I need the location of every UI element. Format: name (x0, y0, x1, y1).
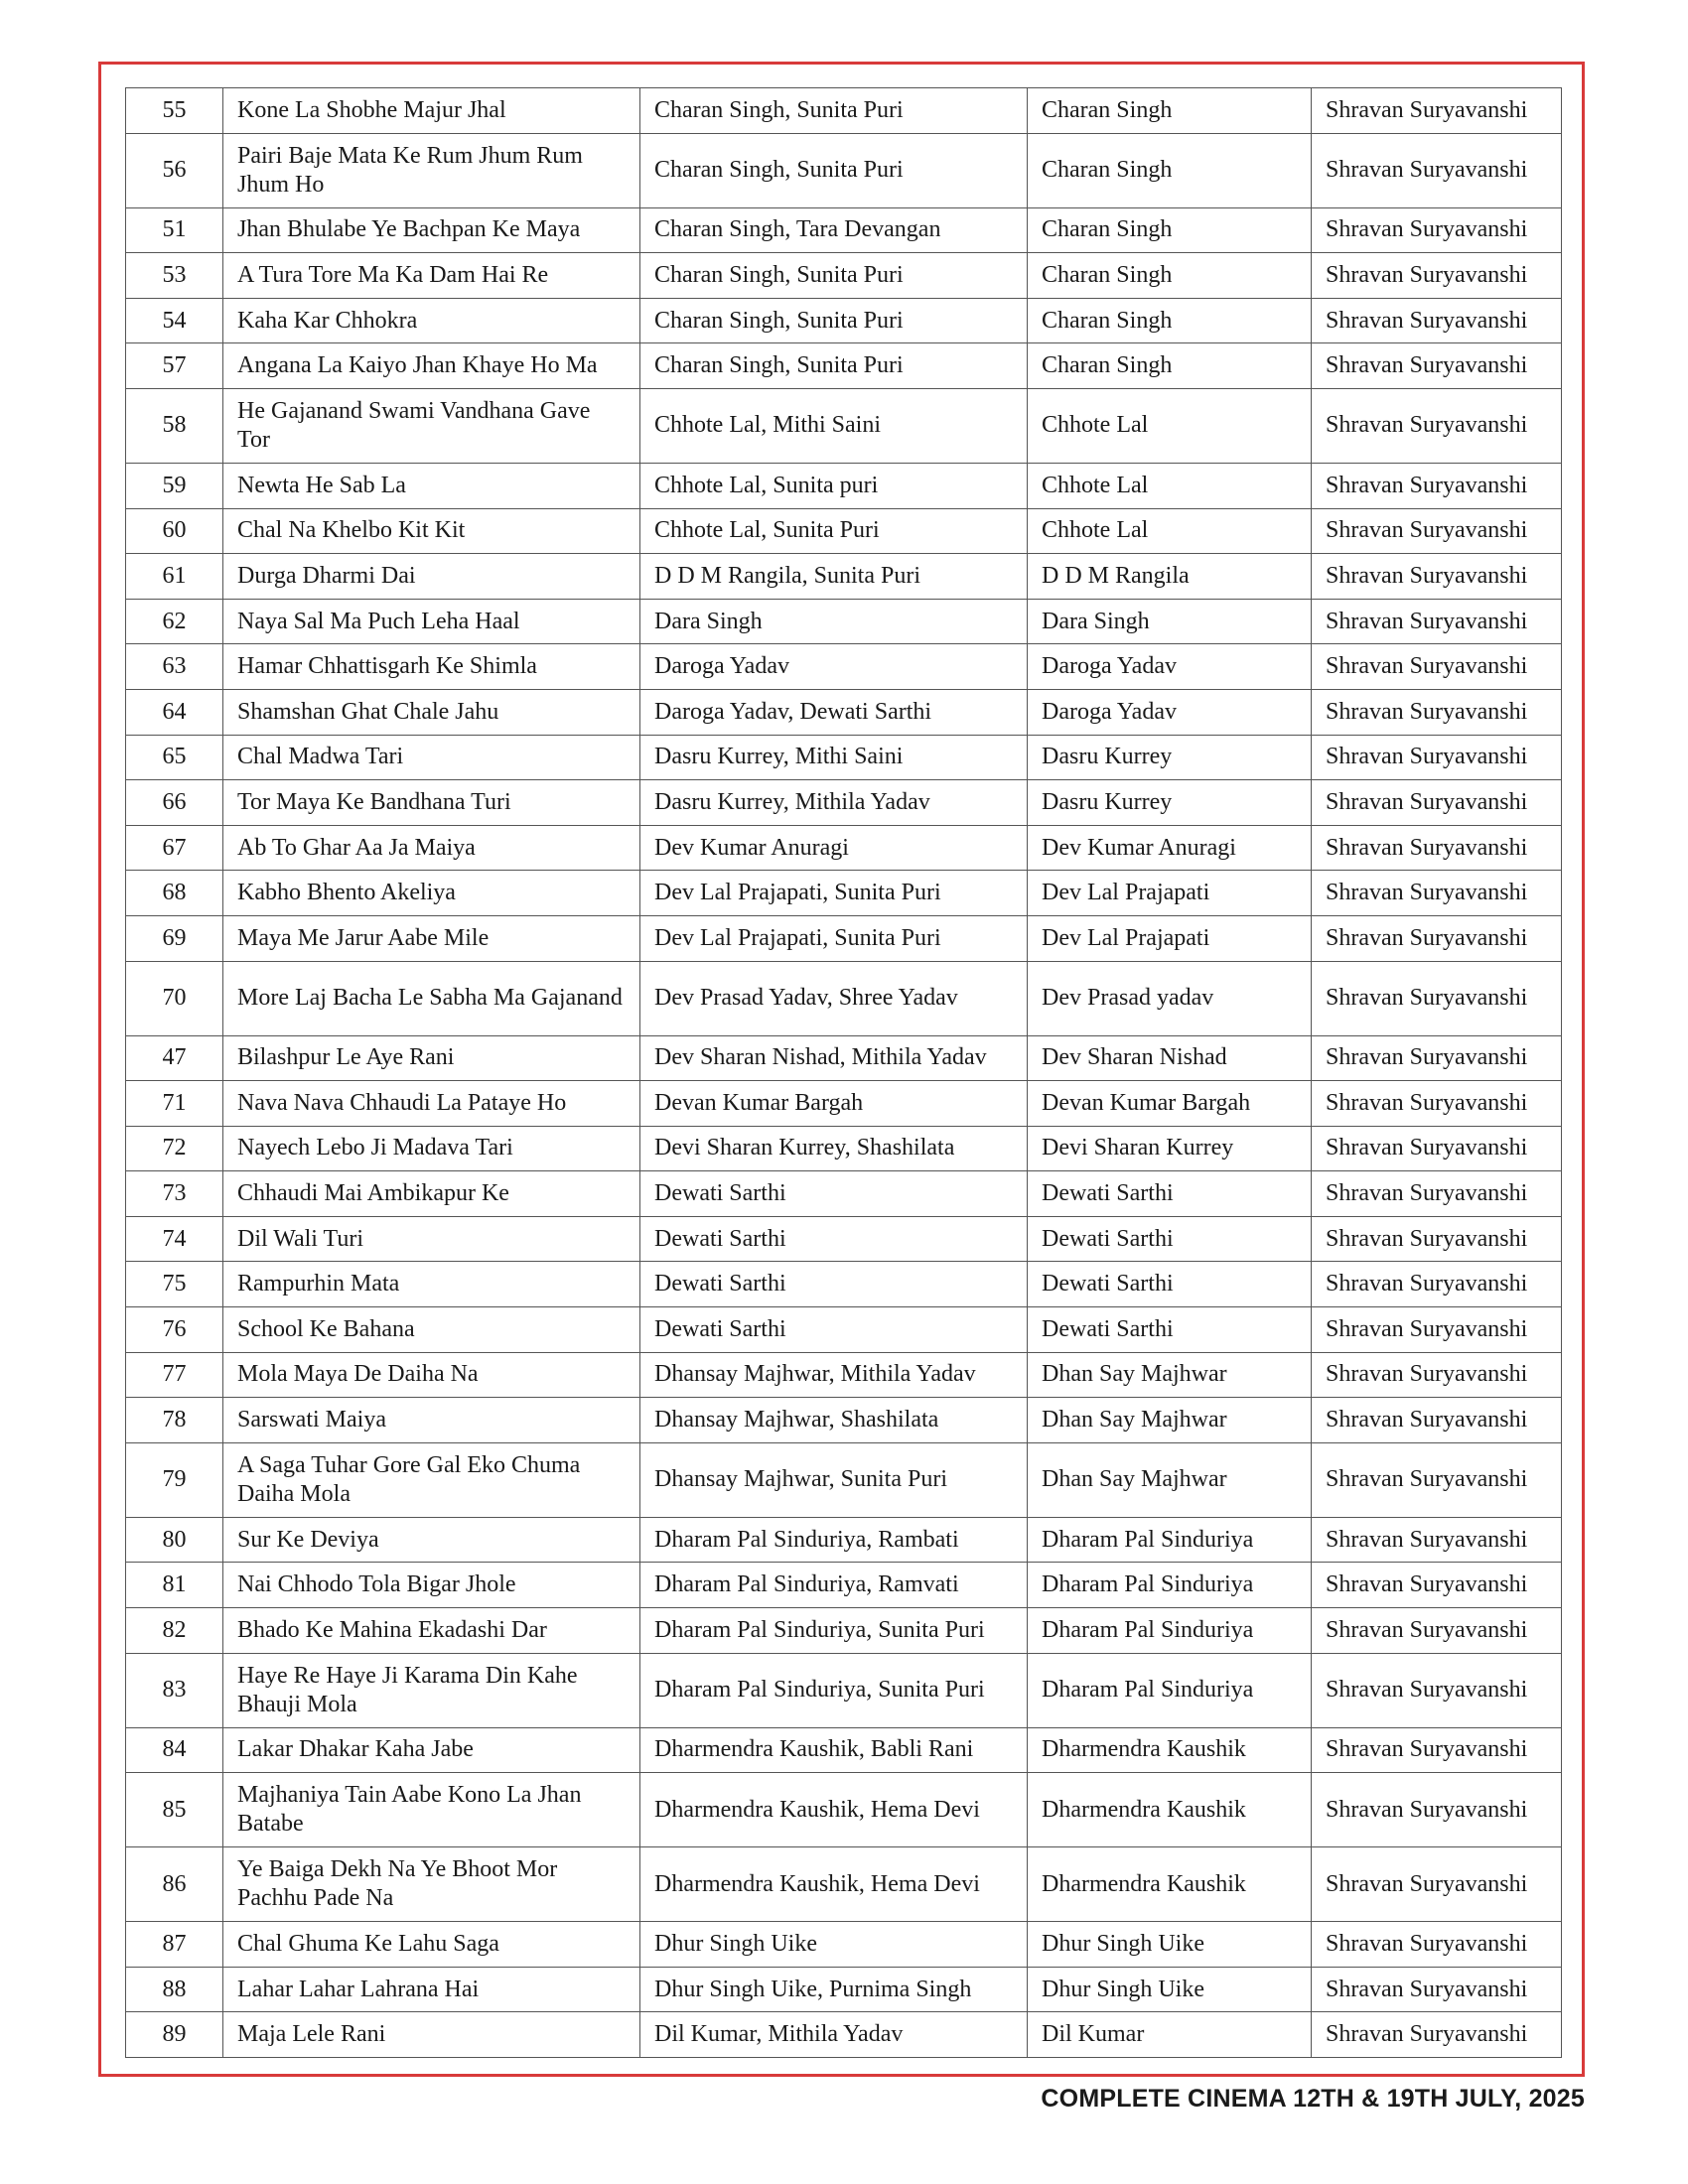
song-title: Newta He Sab La (223, 463, 640, 508)
singer-names: Chhote Lal, Mithi Saini (640, 388, 1028, 463)
song-title: Angana La Kaiyo Jhan Khaye Ho Ma (223, 343, 640, 389)
credit-name: Shravan Suryavanshi (1312, 1081, 1562, 1127)
singer-names: Devi Sharan Kurrey, Shashilata (640, 1126, 1028, 1171)
table-row (126, 1126, 1562, 1171)
artist-name: Chhote Lal (1028, 463, 1312, 508)
singer-names: Dhur Singh Uike (640, 1922, 1028, 1968)
singer-names: Dharmendra Kaushik, Hema Devi (640, 1847, 1028, 1922)
row-number: 88 (126, 1967, 223, 2012)
singer-names: Chhote Lal, Sunita puri (640, 463, 1028, 508)
singer-names: Dharam Pal Sinduriya, Sunita Puri (640, 1608, 1028, 1654)
artist-name: Dhan Say Majhwar (1028, 1442, 1312, 1517)
table-row (126, 1608, 1562, 1654)
artist-name: Dewati Sarthi (1028, 1307, 1312, 1353)
row-number: 51 (126, 207, 223, 253)
song-title: School Ke Bahana (223, 1307, 640, 1353)
row-number: 64 (126, 689, 223, 735)
credit-name: Shravan Suryavanshi (1312, 88, 1562, 134)
table-row (126, 1262, 1562, 1307)
credit-name: Shravan Suryavanshi (1312, 780, 1562, 826)
song-title: Durga Dharmi Dai (223, 554, 640, 600)
table-row (126, 88, 1562, 134)
credit-name: Shravan Suryavanshi (1312, 1171, 1562, 1217)
table-row (126, 689, 1562, 735)
table-row (126, 1922, 1562, 1968)
singer-names: Dhansay Majhwar, Shashilata (640, 1398, 1028, 1443)
row-number: 70 (126, 961, 223, 1035)
row-number: 85 (126, 1773, 223, 1847)
artist-name: Dev Kumar Anuragi (1028, 825, 1312, 871)
song-title: Nayech Lebo Ji Madava Tari (223, 1126, 640, 1171)
table-row (126, 1442, 1562, 1517)
table-row (126, 735, 1562, 780)
singer-names: Charan Singh, Sunita Puri (640, 298, 1028, 343)
table-row (126, 133, 1562, 207)
credit-name: Shravan Suryavanshi (1312, 599, 1562, 644)
table-row (126, 508, 1562, 554)
song-title: Sarswati Maiya (223, 1398, 640, 1443)
row-number: 47 (126, 1035, 223, 1081)
credit-name: Shravan Suryavanshi (1312, 871, 1562, 916)
artist-name: Dewati Sarthi (1028, 1216, 1312, 1262)
row-number: 71 (126, 1081, 223, 1127)
artist-name: Dhan Say Majhwar (1028, 1352, 1312, 1398)
artist-name: D D M Rangila (1028, 554, 1312, 600)
table-row (126, 644, 1562, 690)
table-row (126, 1727, 1562, 1773)
table-row (126, 207, 1562, 253)
artist-name: Devan Kumar Bargah (1028, 1081, 1312, 1127)
row-number: 61 (126, 554, 223, 600)
artist-name: Charan Singh (1028, 133, 1312, 207)
row-number: 65 (126, 735, 223, 780)
artist-name: Dil Kumar (1028, 2012, 1312, 2058)
credit-name: Shravan Suryavanshi (1312, 644, 1562, 690)
row-number: 63 (126, 644, 223, 690)
singer-names: Dhansay Majhwar, Mithila Yadav (640, 1352, 1028, 1398)
song-title: Nava Nava Chhaudi La Pataye Ho (223, 1081, 640, 1127)
credit-name: Shravan Suryavanshi (1312, 825, 1562, 871)
artist-name: Dhur Singh Uike (1028, 1967, 1312, 2012)
table-row (126, 1216, 1562, 1262)
table-row (126, 825, 1562, 871)
credit-name: Shravan Suryavanshi (1312, 689, 1562, 735)
artist-name: Dharam Pal Sinduriya (1028, 1653, 1312, 1727)
artist-name: Charan Singh (1028, 343, 1312, 389)
singer-names: Daroga Yadav (640, 644, 1028, 690)
singer-names: Dara Singh (640, 599, 1028, 644)
singer-names: Dasru Kurrey, Mithila Yadav (640, 780, 1028, 826)
artist-name: Dharam Pal Sinduriya (1028, 1608, 1312, 1654)
table-row (126, 1563, 1562, 1608)
singer-names: Chhote Lal, Sunita Puri (640, 508, 1028, 554)
row-number: 55 (126, 88, 223, 134)
song-title: Kabho Bhento Akeliya (223, 871, 640, 916)
row-number: 87 (126, 1922, 223, 1968)
credit-name: Shravan Suryavanshi (1312, 1035, 1562, 1081)
credit-name: Shravan Suryavanshi (1312, 463, 1562, 508)
song-title: Mola Maya De Daiha Na (223, 1352, 640, 1398)
singer-names: D D M Rangila, Sunita Puri (640, 554, 1028, 600)
artist-name: Dewati Sarthi (1028, 1171, 1312, 1217)
row-number: 72 (126, 1126, 223, 1171)
singer-names: Charan Singh, Sunita Puri (640, 133, 1028, 207)
credit-name: Shravan Suryavanshi (1312, 1773, 1562, 1847)
table-row (126, 1081, 1562, 1127)
artist-name: Dev Lal Prajapati (1028, 915, 1312, 961)
row-number: 59 (126, 463, 223, 508)
artist-name: Dharmendra Kaushik (1028, 1773, 1312, 1847)
table-row (126, 253, 1562, 299)
song-title: Chal Madwa Tari (223, 735, 640, 780)
song-title: Shamshan Ghat Chale Jahu (223, 689, 640, 735)
song-title: Hamar Chhattisgarh Ke Shimla (223, 644, 640, 690)
credit-name: Shravan Suryavanshi (1312, 508, 1562, 554)
table-row (126, 388, 1562, 463)
credit-name: Shravan Suryavanshi (1312, 1262, 1562, 1307)
singer-names: Dewati Sarthi (640, 1307, 1028, 1353)
row-number: 84 (126, 1727, 223, 1773)
singer-names: Dhansay Majhwar, Sunita Puri (640, 1442, 1028, 1517)
song-title: Naya Sal Ma Puch Leha Haal (223, 599, 640, 644)
row-number: 62 (126, 599, 223, 644)
row-number: 54 (126, 298, 223, 343)
row-number: 66 (126, 780, 223, 826)
credit-name: Shravan Suryavanshi (1312, 1608, 1562, 1654)
table-row (126, 1517, 1562, 1563)
song-title: Dil Wali Turi (223, 1216, 640, 1262)
row-number: 79 (126, 1442, 223, 1517)
credit-name: Shravan Suryavanshi (1312, 1727, 1562, 1773)
artist-name: Dara Singh (1028, 599, 1312, 644)
singer-names: Dharam Pal Sinduriya, Rambati (640, 1517, 1028, 1563)
credit-name: Shravan Suryavanshi (1312, 735, 1562, 780)
artist-name: Dev Prasad yadav (1028, 961, 1312, 1035)
credit-name: Shravan Suryavanshi (1312, 915, 1562, 961)
credit-name: Shravan Suryavanshi (1312, 133, 1562, 207)
row-number: 89 (126, 2012, 223, 2058)
credit-name: Shravan Suryavanshi (1312, 1307, 1562, 1353)
row-number: 76 (126, 1307, 223, 1353)
singer-names: Dharmendra Kaushik, Babli Rani (640, 1727, 1028, 1773)
song-title: Haye Re Haye Ji Karama Din Kahe Bhauji Mola (223, 1653, 640, 1727)
row-number: 77 (126, 1352, 223, 1398)
credit-name: Shravan Suryavanshi (1312, 1398, 1562, 1443)
row-number: 60 (126, 508, 223, 554)
singer-names: Dev Sharan Nishad, Mithila Yadav (640, 1035, 1028, 1081)
row-number: 83 (126, 1653, 223, 1727)
singer-names: Dev Lal Prajapati, Sunita Puri (640, 871, 1028, 916)
artist-name: Dasru Kurrey (1028, 735, 1312, 780)
table-row (126, 1773, 1562, 1847)
singer-names: Charan Singh, Sunita Puri (640, 88, 1028, 134)
table-row (126, 871, 1562, 916)
table-row (126, 1352, 1562, 1398)
singer-names: Dharam Pal Sinduriya, Ramvati (640, 1563, 1028, 1608)
artist-name: Daroga Yadav (1028, 689, 1312, 735)
song-title: Chal Na Khelbo Kit Kit (223, 508, 640, 554)
song-title: Rampurhin Mata (223, 1262, 640, 1307)
table-row (126, 2012, 1562, 2058)
singer-names: Dasru Kurrey, Mithi Saini (640, 735, 1028, 780)
artist-name: Daroga Yadav (1028, 644, 1312, 690)
song-title: Ab To Ghar Aa Ja Maiya (223, 825, 640, 871)
artist-name: Chhote Lal (1028, 388, 1312, 463)
table-row (126, 298, 1562, 343)
singer-names: Charan Singh, Sunita Puri (640, 253, 1028, 299)
artist-name: Devi Sharan Kurrey (1028, 1126, 1312, 1171)
table-row (126, 1398, 1562, 1443)
table-row (126, 1653, 1562, 1727)
singer-names: Dil Kumar, Mithila Yadav (640, 2012, 1028, 2058)
song-title: Jhan Bhulabe Ye Bachpan Ke Maya (223, 207, 640, 253)
artist-name: Charan Singh (1028, 253, 1312, 299)
singer-names: Dev Prasad Yadav, Shree Yadav (640, 961, 1028, 1035)
row-number: 78 (126, 1398, 223, 1443)
song-table-body (126, 88, 1562, 2058)
singer-names: Charan Singh, Tara Devangan (640, 207, 1028, 253)
artist-name: Charan Singh (1028, 298, 1312, 343)
song-title: Chal Ghuma Ke Lahu Saga (223, 1922, 640, 1968)
song-title: He Gajanand Swami Vandhana Gave Tor (223, 388, 640, 463)
table-row (126, 1035, 1562, 1081)
singer-names: Daroga Yadav, Dewati Sarthi (640, 689, 1028, 735)
table-row (126, 554, 1562, 600)
table-row (126, 961, 1562, 1035)
song-title: Majhaniya Tain Aabe Kono La Jhan Batabe (223, 1773, 640, 1847)
credit-name: Shravan Suryavanshi (1312, 2012, 1562, 2058)
singer-names: Dev Kumar Anuragi (640, 825, 1028, 871)
song-title: Pairi Baje Mata Ke Rum Jhum Rum Jhum Ho (223, 133, 640, 207)
row-number: 58 (126, 388, 223, 463)
table-row (126, 780, 1562, 826)
row-number: 81 (126, 1563, 223, 1608)
row-number: 80 (126, 1517, 223, 1563)
credit-name: Shravan Suryavanshi (1312, 1442, 1562, 1517)
row-number: 67 (126, 825, 223, 871)
singer-names: Dharam Pal Sinduriya, Sunita Puri (640, 1653, 1028, 1727)
artist-name: Chhote Lal (1028, 508, 1312, 554)
table-row (126, 915, 1562, 961)
row-number: 73 (126, 1171, 223, 1217)
row-number: 68 (126, 871, 223, 916)
credit-name: Shravan Suryavanshi (1312, 1517, 1562, 1563)
artist-name: Dharmendra Kaushik (1028, 1727, 1312, 1773)
row-number: 74 (126, 1216, 223, 1262)
song-title: Ye Baiga Dekh Na Ye Bhoot Mor Pachhu Pade Na (223, 1847, 640, 1922)
table-row (126, 1171, 1562, 1217)
artist-name: Charan Singh (1028, 88, 1312, 134)
credit-name: Shravan Suryavanshi (1312, 554, 1562, 600)
row-number: 69 (126, 915, 223, 961)
song-title: Lakar Dhakar Kaha Jabe (223, 1727, 640, 1773)
singer-names: Devan Kumar Bargah (640, 1081, 1028, 1127)
singer-names: Dhur Singh Uike, Purnima Singh (640, 1967, 1028, 2012)
song-title: More Laj Bacha Le Sabha Ma Gajanand (223, 961, 640, 1035)
artist-name: Dharam Pal Sinduriya (1028, 1517, 1312, 1563)
row-number: 75 (126, 1262, 223, 1307)
artist-name: Charan Singh (1028, 207, 1312, 253)
artist-name: Dev Lal Prajapati (1028, 871, 1312, 916)
row-number: 82 (126, 1608, 223, 1654)
song-title: Nai Chhodo Tola Bigar Jhole (223, 1563, 640, 1608)
table-row (126, 1847, 1562, 1922)
credit-name: Shravan Suryavanshi (1312, 253, 1562, 299)
artist-name: Dasru Kurrey (1028, 780, 1312, 826)
row-number: 56 (126, 133, 223, 207)
singer-names: Dewati Sarthi (640, 1262, 1028, 1307)
artist-name: Dhur Singh Uike (1028, 1922, 1312, 1968)
artist-name: Dhan Say Majhwar (1028, 1398, 1312, 1443)
song-table (125, 87, 1562, 2058)
song-title: Tor Maya Ke Bandhana Turi (223, 780, 640, 826)
song-title: Bhado Ke Mahina Ekadashi Dar (223, 1608, 640, 1654)
table-row (126, 599, 1562, 644)
table-row (126, 343, 1562, 389)
credit-name: Shravan Suryavanshi (1312, 1847, 1562, 1922)
row-number: 57 (126, 343, 223, 389)
song-title: A Saga Tuhar Gore Gal Eko Chuma Daiha Mola (223, 1442, 640, 1517)
credit-name: Shravan Suryavanshi (1312, 1967, 1562, 2012)
artist-name: Dharmendra Kaushik (1028, 1847, 1312, 1922)
credit-name: Shravan Suryavanshi (1312, 298, 1562, 343)
song-title: Lahar Lahar Lahrana Hai (223, 1967, 640, 2012)
footer-publication-date: COMPLETE CINEMA 12TH & 19TH JULY, 2025 (1041, 2085, 1585, 2113)
singer-names: Dharmendra Kaushik, Hema Devi (640, 1773, 1028, 1847)
credit-name: Shravan Suryavanshi (1312, 1352, 1562, 1398)
credit-name: Shravan Suryavanshi (1312, 1126, 1562, 1171)
credit-name: Shravan Suryavanshi (1312, 1922, 1562, 1968)
singer-names: Dewati Sarthi (640, 1171, 1028, 1217)
song-title: Maya Me Jarur Aabe Mile (223, 915, 640, 961)
table-row (126, 1307, 1562, 1353)
credit-name: Shravan Suryavanshi (1312, 343, 1562, 389)
table-row (126, 1967, 1562, 2012)
song-title: Sur Ke Deviya (223, 1517, 640, 1563)
singer-names: Dev Lal Prajapati, Sunita Puri (640, 915, 1028, 961)
artist-name: Dewati Sarthi (1028, 1262, 1312, 1307)
singer-names: Charan Singh, Sunita Puri (640, 343, 1028, 389)
singer-names: Dewati Sarthi (640, 1216, 1028, 1262)
credit-name: Shravan Suryavanshi (1312, 207, 1562, 253)
credit-name: Shravan Suryavanshi (1312, 1216, 1562, 1262)
credit-name: Shravan Suryavanshi (1312, 961, 1562, 1035)
artist-name: Dharam Pal Sinduriya (1028, 1563, 1312, 1608)
song-title: Kone La Shobhe Majur Jhal (223, 88, 640, 134)
song-title: Maja Lele Rani (223, 2012, 640, 2058)
song-title: Kaha Kar Chhokra (223, 298, 640, 343)
song-title: Bilashpur Le Aye Rani (223, 1035, 640, 1081)
row-number: 53 (126, 253, 223, 299)
artist-name: Dev Sharan Nishad (1028, 1035, 1312, 1081)
song-title: A Tura Tore Ma Ka Dam Hai Re (223, 253, 640, 299)
table-row (126, 463, 1562, 508)
credit-name: Shravan Suryavanshi (1312, 1563, 1562, 1608)
song-title: Chhaudi Mai Ambikapur Ke (223, 1171, 640, 1217)
row-number: 86 (126, 1847, 223, 1922)
credit-name: Shravan Suryavanshi (1312, 388, 1562, 463)
credit-name: Shravan Suryavanshi (1312, 1653, 1562, 1727)
